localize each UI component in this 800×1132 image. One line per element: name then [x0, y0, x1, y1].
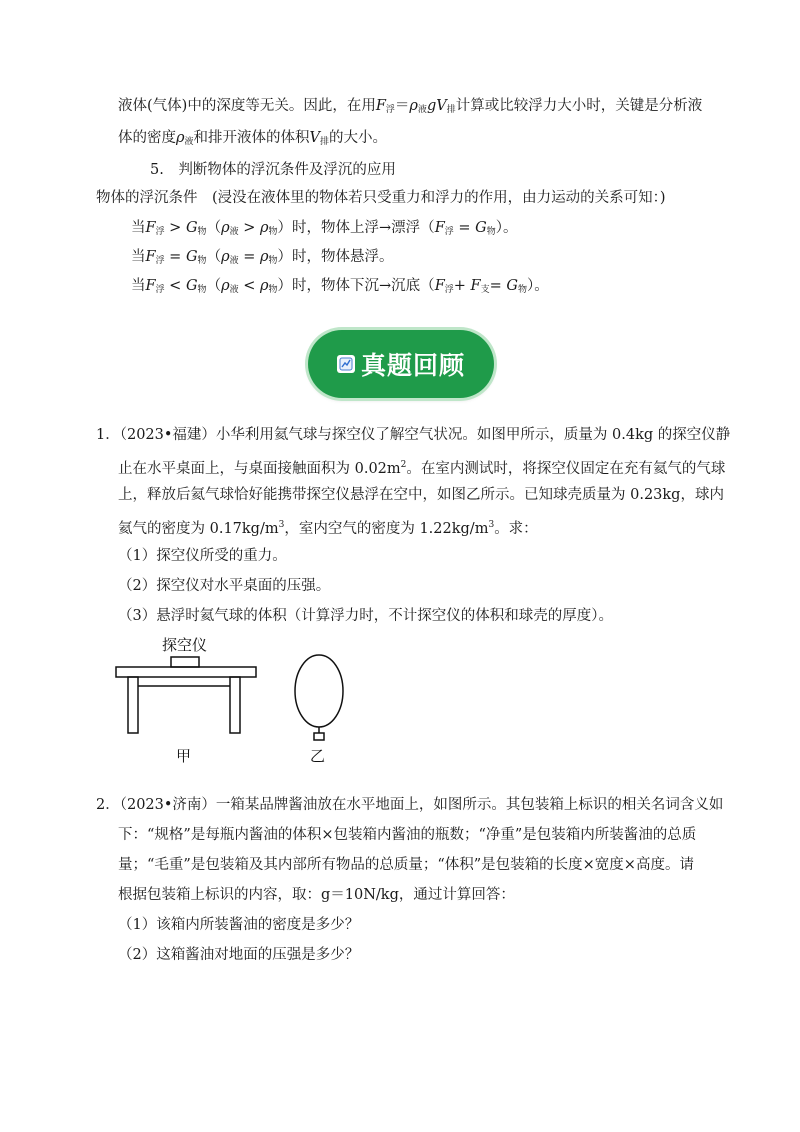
condition-rise	[131, 218, 518, 242]
symbol-g: G	[185, 220, 198, 236]
figure-table-balloon	[110, 650, 370, 760]
operator: =	[489, 278, 507, 294]
q2-line-3: 量；“毛重”是包装箱及其内部所有物品的总质量；“体积”是包装箱的长度×宽度×高度。请	[118, 857, 694, 873]
text: （	[206, 249, 222, 265]
subscript: 物	[197, 256, 207, 266]
symbol-g: G	[475, 220, 487, 236]
text: （	[206, 220, 222, 236]
text: 和排开液体的体积	[193, 130, 310, 146]
subscript: 物	[268, 256, 278, 266]
subscript: 液	[229, 285, 239, 295]
operator: +	[453, 278, 471, 294]
balloon	[295, 655, 343, 727]
subscript: 物	[268, 227, 278, 237]
theory-line-2	[118, 128, 387, 152]
text: ＝	[394, 98, 410, 114]
text: ）。	[495, 220, 518, 236]
section-5-heading: 5. 判断物体的浮沉条件及浮沉的应用	[150, 162, 396, 178]
symbol-f: F	[145, 278, 156, 294]
symbol-v: V	[309, 130, 321, 146]
banner-title: 真题回顾	[360, 351, 465, 380]
q2-subquestion-2: （2）这箱酱油对地面的压强是多少？	[118, 947, 360, 963]
superscript: 3	[488, 520, 495, 530]
symbol-rho: ρ	[259, 249, 269, 265]
q1-line-2	[118, 455, 725, 479]
text: 。求：	[494, 521, 538, 537]
text: （	[206, 278, 222, 294]
symbol-gv: gV	[426, 98, 447, 114]
q1-line-3: 上，释放后氦气球恰好能携带探空仪悬浮在空中，如图乙所示。已知球壳质量为 0.23kg，球内	[118, 487, 724, 503]
subscript: 浮	[155, 285, 165, 295]
symbol-g: G	[185, 249, 198, 265]
figure-label-b: 乙	[310, 747, 326, 765]
condition-sink	[131, 276, 549, 300]
subscript: 浮	[385, 105, 395, 115]
text: 计算或比较浮力大小时，关键是分析液	[455, 98, 703, 114]
symbol-rho: ρ	[221, 249, 230, 265]
subscript: 浮	[444, 285, 454, 295]
symbol-f: F	[434, 278, 445, 294]
subscript: 浮	[444, 227, 454, 237]
symbol-f: F	[145, 220, 156, 236]
text: 液体(气体)中的深度等无关。因此，在用	[118, 98, 376, 114]
symbol-f: F	[375, 98, 386, 114]
review-banner	[308, 330, 494, 398]
figure-label-a: 甲	[176, 747, 192, 765]
text: ）时，物体悬浮。	[277, 249, 394, 265]
superscript: 2	[400, 460, 407, 470]
subscript: 液	[417, 105, 427, 115]
operator: <	[238, 278, 260, 294]
symbol-f: F	[470, 278, 481, 294]
q1-subquestion-3: （3）悬浮时氦气球的体积（计算浮力时，不计探空仪的体积和球壳的厚度）。	[118, 608, 613, 624]
table-leg-right	[230, 677, 240, 733]
symbol-rho: ρ	[259, 278, 269, 294]
device-label: 探空仪	[162, 636, 208, 654]
condition-suspend	[131, 247, 394, 271]
q1-line-4	[118, 515, 538, 539]
symbol-rho: ρ	[221, 220, 230, 236]
symbol-g: G	[185, 278, 198, 294]
symbol-rho: ρ	[176, 130, 185, 146]
subscript: 物	[486, 227, 496, 237]
float-conditions-intro: 物体的浮沉条件 (浸没在液体里的物体若只受重力和浮力的作用，由力运动的关系可知：)	[96, 190, 666, 206]
text: ）时，物体上浮→漂浮（	[277, 220, 435, 236]
text: 当	[131, 220, 146, 236]
text: ）时，物体下沉→沉底（	[277, 278, 435, 294]
operator: >	[164, 220, 186, 236]
subscript: 排	[446, 105, 456, 115]
symbol-rho: ρ	[259, 220, 269, 236]
device-box	[171, 657, 199, 667]
subscript: 支	[480, 285, 490, 295]
symbol-rho: ρ	[221, 278, 230, 294]
q1-subquestion-1: （1）探空仪所受的重力。	[118, 548, 287, 564]
text: 氦气的密度为 0.17kg/m	[118, 521, 279, 537]
q1-subquestion-2: （2）探空仪对水平桌面的压强。	[118, 578, 331, 594]
theory-line-1	[118, 96, 702, 120]
symbol-f: F	[434, 220, 445, 236]
symbol-g: G	[506, 278, 518, 294]
subscript: 物	[268, 285, 278, 295]
text: 止在水平桌面上，与桌面接触面积为 0.02m	[118, 461, 401, 477]
text: ）。	[526, 278, 549, 294]
text: 当	[131, 278, 146, 294]
subscript: 浮	[155, 227, 165, 237]
table-leg-left	[128, 677, 138, 733]
q2-subquestion-1: （1）该箱内所装酱油的密度是多少？	[118, 917, 360, 933]
q2-line-2: 下：“规格”是每瓶内酱油的体积×包装箱内酱油的瓶数；“净重”是包装箱内所装酱油的总质	[118, 827, 697, 843]
subscript: 液	[229, 256, 239, 266]
operator: >	[238, 220, 260, 236]
superscript: 3	[278, 520, 285, 530]
symbol-rho: ρ	[409, 98, 418, 114]
q1-line-1: 1．（2023•福建）小华利用氦气球与探空仪了解空气状况。如图甲所示，质量为 0.4kg 的探空仪静	[96, 427, 731, 443]
subscript: 液	[184, 137, 194, 147]
operator: <	[164, 278, 186, 294]
q2-line-4: 根据包装箱上标识的内容，取：g＝10N/kg，通过计算回答：	[118, 887, 515, 903]
table-top	[116, 667, 256, 677]
operator: =	[238, 249, 260, 265]
operator: =	[453, 220, 476, 236]
text: 的大小。	[329, 130, 388, 146]
subscript: 物	[197, 285, 207, 295]
text: 体的密度	[118, 130, 176, 146]
subscript: 物	[197, 227, 207, 237]
subscript: 浮	[155, 256, 165, 266]
balloon-device	[314, 733, 324, 740]
subscript: 排	[320, 137, 330, 147]
subscript: 物	[517, 285, 527, 295]
text: 当	[131, 249, 146, 265]
q2-line-1: 2．（2023•济南）一箱某品牌酱油放在水平地面上，如图所示。其包装箱上标识的相关名词含义如	[96, 797, 724, 813]
operator: =	[164, 249, 186, 265]
symbol-f: F	[145, 249, 156, 265]
text: 。在室内测试时，将探空仪固定在充有氦气的气球	[406, 461, 726, 477]
subscript: 液	[229, 227, 239, 237]
chart-icon	[337, 355, 355, 373]
text: ，室内空气的密度为 1.22kg/m	[284, 521, 489, 537]
